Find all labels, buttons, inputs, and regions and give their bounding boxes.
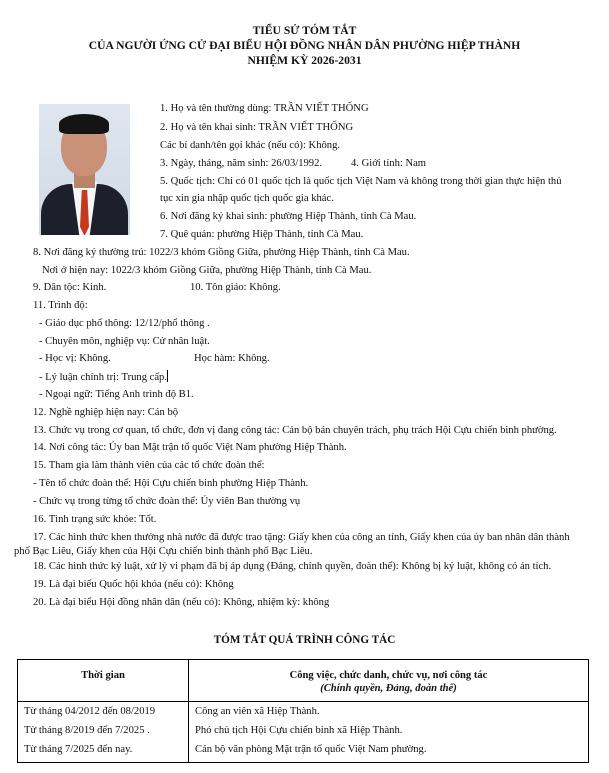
period-2: Từ tháng 8/2019 đến 7/2025 . [24, 725, 150, 736]
professional-degree: - Chuyên môn, nghiệp vụ: Cử nhân luật. [39, 336, 210, 347]
national-assembly: 19. Là đại biểu Quốc hội khóa (nếu có): Không [33, 579, 234, 590]
role-cell [189, 702, 589, 763]
academic-title: Học hàm: Không. [194, 353, 270, 364]
table-header-row [18, 660, 589, 702]
work-summary-title: TÓM TẮT QUÁ TRÌNH CÔNG TÁC [213, 634, 396, 646]
aliases: Các bí danh/tên gọi khác (nếu có): Không. [160, 140, 341, 151]
organization-name: - Tên tổ chức đoàn thể: Hội Cựu chiến binh phường Hiệp Thành. [33, 478, 309, 489]
academic-degree: - Học vị: Không. [39, 353, 111, 364]
permanent-residence: 8. Nơi đăng ký thường trú: 1022/3 khóm Giồng Giữa, phường Hiệp Thành, tỉnh Cà Mau. [33, 247, 410, 258]
period-1: Từ tháng 04/2012 đến 08/2019 [24, 706, 156, 717]
education-heading: 11. Trình độ: [33, 300, 88, 311]
time-column-header: Thời gian [18, 660, 189, 702]
discipline: 18. Các hình thức kỷ luật, xử lý vi phạm đã bị áp dụng (Đảng, chính quyền, đoàn thể): Không bị kỷ luật, không có án tích. [33, 561, 552, 572]
common-name: 1. Họ và tên thường dùng: TRẦN VIẾT THỐNG [160, 103, 369, 114]
religion: 10. Tôn giáo: Không. [190, 282, 281, 293]
current-residence: Nơi ở hiện nay: 1022/3 khóm Giồng Giữa, phường Hiệp Thành, tỉnh Cà Mau. [42, 265, 372, 276]
birth-name: 2. Họ và tên khai sinh: TRẦN VIẾT THỐNG [160, 122, 354, 133]
role-3: Cán bộ văn phòng Mặt trận tổ quốc Việt Nam phường. [195, 744, 427, 755]
period-3: Từ tháng 7/2025 đến nay. [24, 744, 133, 755]
health-status: 16. Tình trạng sức khỏe: Tốt. [33, 514, 157, 525]
general-education: - Giáo dục phổ thông: 12/12/phổ thông . [39, 318, 210, 329]
workplace: 14. Nơi công tác: Ủy ban Mặt trận tổ quốc Việt Nam phường Hiệp Thành. [33, 442, 347, 453]
peoples-council: 20. Là đại biểu Hội đồng nhân dân (nếu có): Không, nhiệm kỳ: không [33, 597, 330, 608]
role-1: Công an viên xã Hiệp Thành. [195, 706, 320, 717]
document-subtitle: CỦA NGƯỜI ỨNG CỬ ĐẠI BIỂU HỘI ĐỒNG NHÂN DÂN PHƯỜNG HIỆP THÀNH [88, 39, 521, 52]
term-title: NHIỆM KỲ 2026-2031 [247, 54, 362, 67]
organizations-heading: 15. Tham gia làm thành viên của các tổ chức đoàn thể: [33, 460, 265, 471]
political-theory: - Lý luận chính trị: Trung cấp. [39, 372, 167, 383]
text-cursor [167, 370, 168, 382]
ethnicity: 9. Dân tộc: Kinh. [33, 282, 107, 293]
awards: 17. Các hình thức khen thưởng nhà nước đã được trao tặng: Giấy khen của công an tỉnh, Giấy khen của ủy ban nhân dân thành [33, 532, 570, 543]
candidate-photo [39, 104, 130, 235]
work-history-table [17, 659, 589, 763]
document-title: TIỂU SỬ TÓM TẮT [252, 24, 357, 37]
role-2: Phó chủ tịch Hội Cựu chiến binh xã Hiệp Thành. [195, 725, 403, 736]
organization-role: - Chức vụ trong từng tổ chức đoàn thể: Ủy viên Ban thường vụ [33, 496, 301, 507]
awards-cont: phố Bạc Liêu, Giấy khen của Hội Cựu chiến binh thành phố Bạc Liêu. [14, 546, 313, 557]
occupation: 12. Nghề nghiệp hiện nay: Cán bộ [33, 407, 179, 418]
role-column-header: Công việc, chức danh, chức vụ, nơi công tác (Chính quyền, Đảng, đoàn thể) [189, 660, 589, 702]
time-cell [18, 702, 189, 763]
nationality: 5. Quốc tịch: Chỉ có 01 quốc tịch là quốc tịch Việt Nam và không trong thời gian thực hiện thủ [160, 176, 562, 187]
nationality-cont: tục xin gia nhập quốc tịch quốc gia khác. [160, 193, 334, 204]
gender: 4. Giới tính: Nam [351, 158, 427, 169]
hometown: 7. Quê quán: phường Hiệp Thành, tỉnh Cà Mau. [160, 229, 364, 240]
foreign-language: - Ngoại ngữ: Tiếng Anh trình độ B1. [39, 389, 194, 400]
date-of-birth: 3. Ngày, tháng, năm sinh: 26/03/1992. [160, 158, 323, 169]
current-position: 13. Chức vụ trong cơ quan, tổ chức, đơn vị đang công tác: Cán bộ bán chuyên trách, phụ trách Hội Cựu chiến binh phường. [33, 425, 557, 436]
birth-registration: 6. Nơi đăng ký khai sinh: phường Hiệp Thành, tỉnh Cà Mau. [160, 211, 417, 222]
table-row [18, 702, 589, 763]
